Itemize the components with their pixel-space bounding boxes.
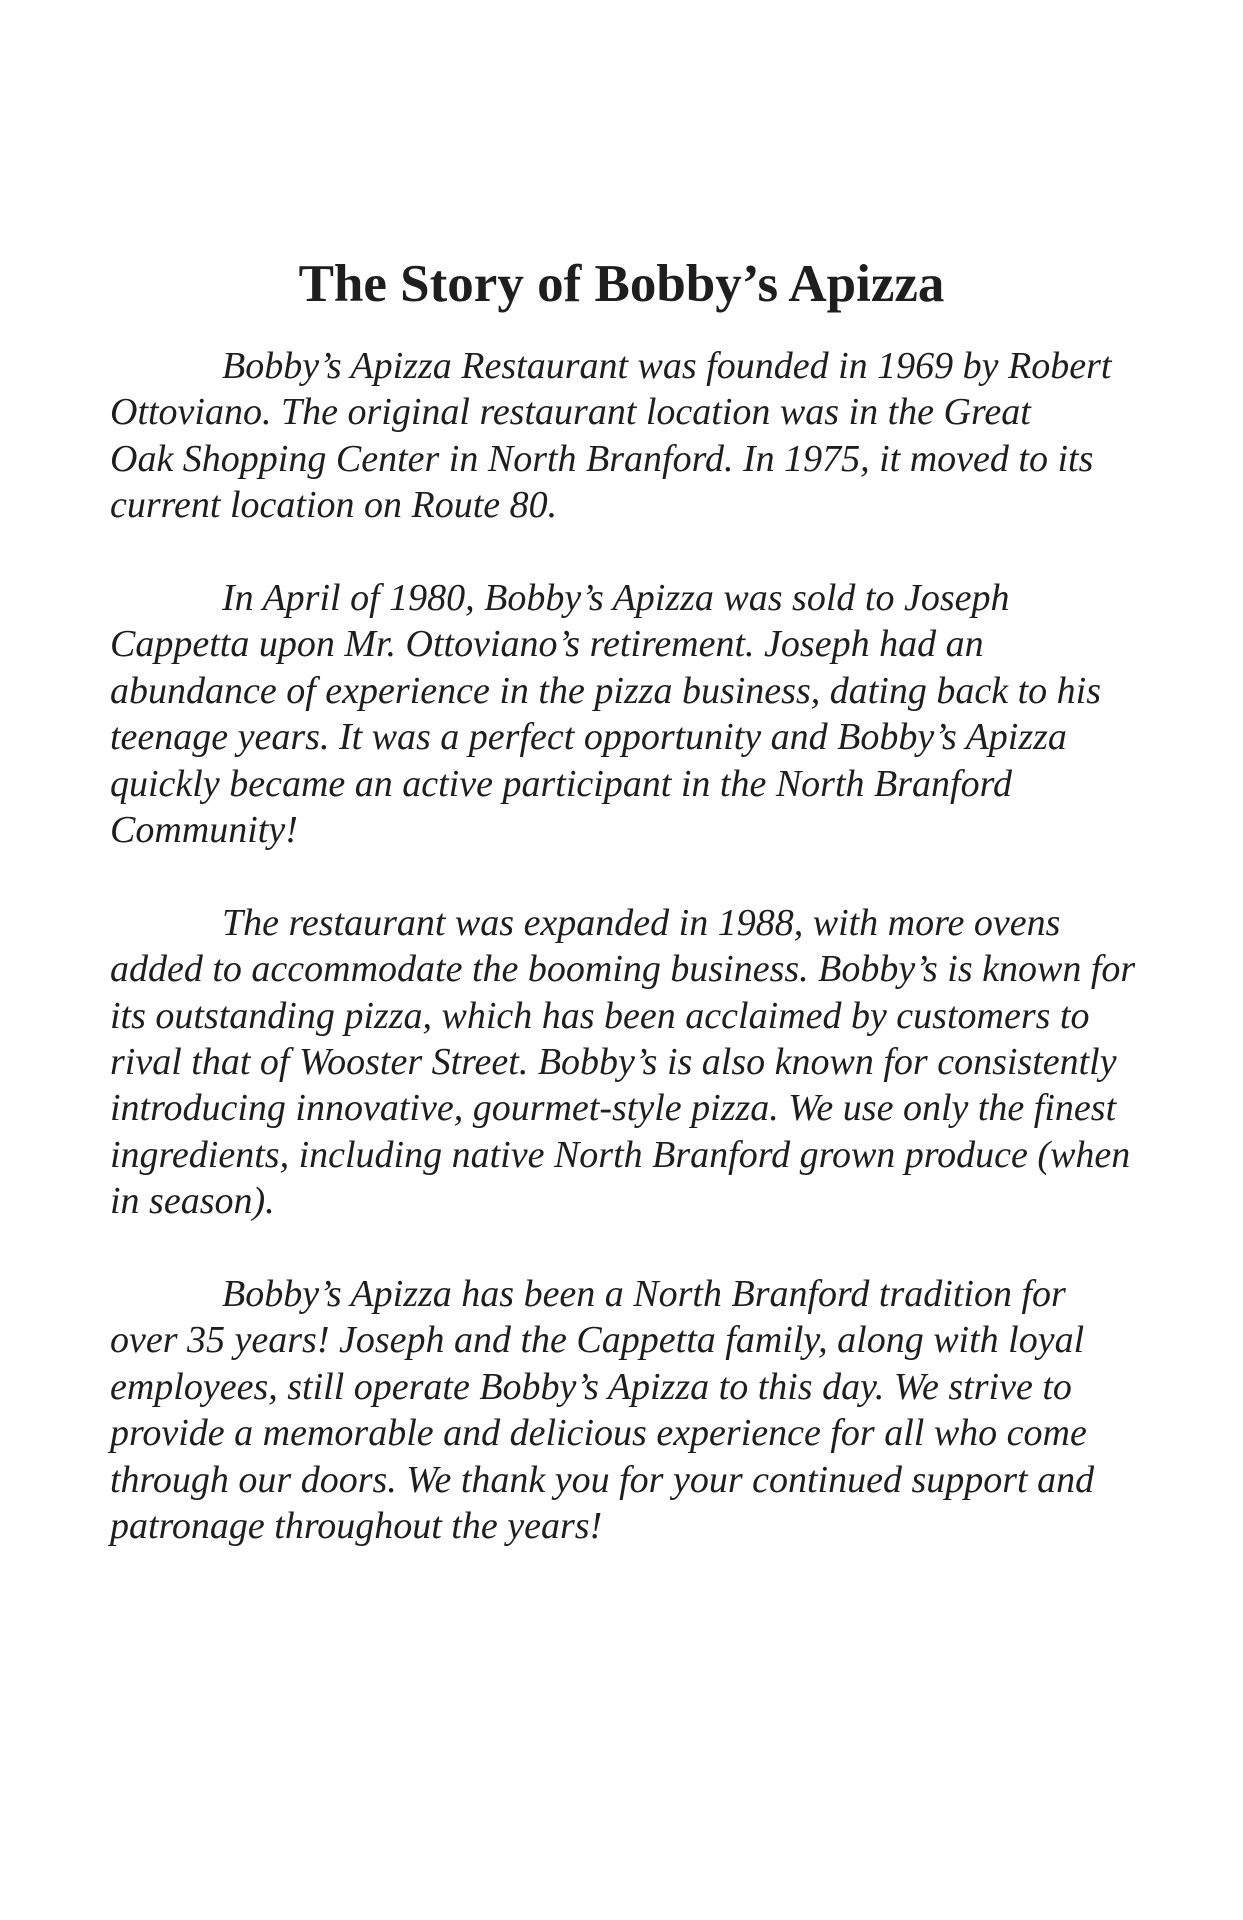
text-line: provide a memorable and delicious experience for all who come — [110, 1412, 1087, 1455]
text-line: over 35 years! Joseph and the Cappetta family, along with loyal — [110, 1319, 1085, 1362]
text-line: its outstanding pizza, which has been acclaimed by customers to — [110, 994, 1090, 1037]
text-line: abundance of experience in the pizza business, dating back to his — [110, 669, 1101, 712]
text-line: In April of 1980, Bobby’s Apizza was sold to Joseph — [222, 577, 1010, 620]
text-line: teenage years. It was a perfect opportunity and Bobby’s Apizza — [110, 716, 1067, 759]
text-line: rival that of Wooster Street. Bobby’s is also known for consistently — [110, 1041, 1117, 1084]
text-line: Community! — [110, 809, 298, 852]
text-line: The restaurant was expanded in 1988, with more ovens — [222, 901, 1061, 944]
text-line: ingredients, including native North Branford grown produce (when — [110, 1133, 1131, 1176]
story-body — [110, 343, 1150, 1596]
text-line: Bobby’s Apizza has been a North Branford tradition for — [222, 1273, 1066, 1316]
page-title: The Story of Bobby’s Apizza — [298, 255, 945, 313]
paragraph-tradition — [110, 1271, 1150, 1549]
paragraph-founding — [110, 343, 1150, 529]
text-line: introducing innovative, gourmet-style pizza. We use only the finest — [110, 1087, 1117, 1130]
text-line: in season). — [110, 1180, 275, 1223]
paragraph-sale — [110, 575, 1150, 853]
text-line: patronage throughout the years! — [110, 1505, 603, 1548]
text-line: employees, still operate Bobby’s Apizza to this day. We strive to — [110, 1365, 1072, 1408]
text-line: current location on Route 80. — [110, 484, 558, 527]
text-line: Cappetta upon Mr. Ottoviano’s retirement. Joseph had an — [110, 623, 984, 666]
text-line: quickly became an active participant in the North Branford — [110, 762, 1012, 805]
text-line: Bobby’s Apizza Restaurant was founded in 1969 by Robert — [222, 345, 1112, 387]
text-line: Oak Shopping Center in North Branford. In 1975, it moved to its — [110, 437, 1094, 480]
text-line: through our doors. We thank you for your continued support and — [110, 1458, 1095, 1501]
text-line: added to accommodate the booming business. Bobby’s is known for — [110, 948, 1136, 991]
paragraph-expansion — [110, 900, 1150, 1225]
text-line: Ottoviano. The original restaurant location was in the Great — [110, 391, 1031, 434]
